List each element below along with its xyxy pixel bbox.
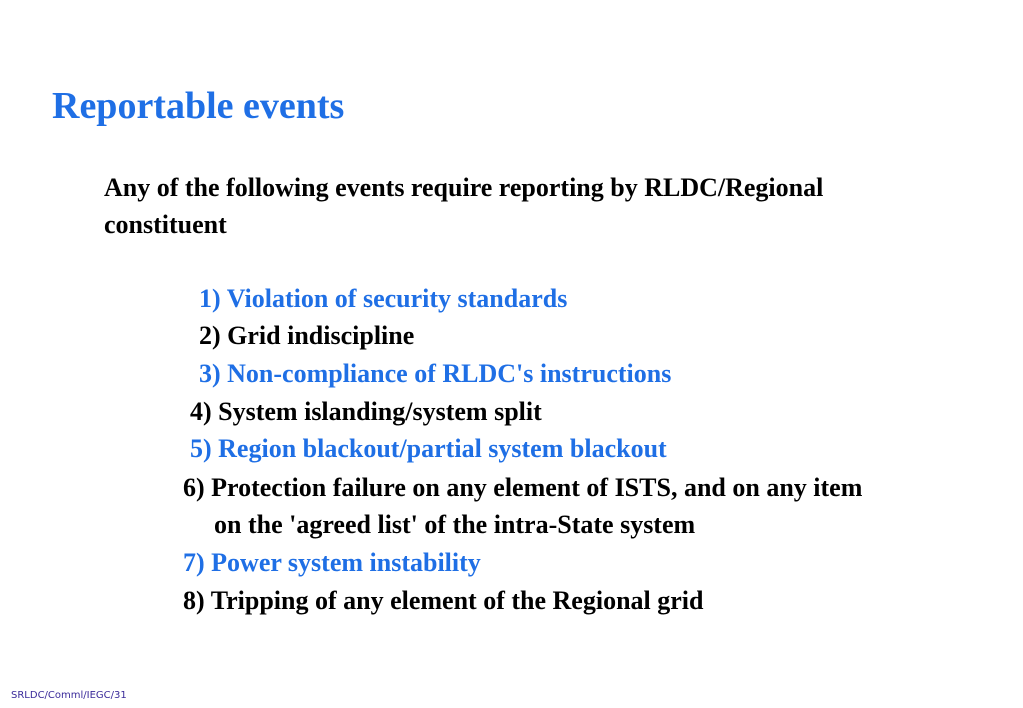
event-1: 1) Violation of security standards <box>199 284 568 313</box>
event-5: 5) Region blackout/partial system blackout <box>190 434 667 463</box>
intro-line-1: Any of the following events require reporting by RLDC/Regional <box>104 173 824 202</box>
event-7: 7) Power system instability <box>183 548 481 577</box>
intro-line-2: constituent <box>104 210 227 239</box>
event-2: 2) Grid indiscipline <box>199 321 415 350</box>
slide-footer: SRLDC/Comml/IEGC/31 <box>11 690 127 701</box>
intro-paragraph <box>104 169 1004 243</box>
event-6: 6) Protection failure on any element of ISTS, and on any item <box>183 473 863 502</box>
event-3: 3) Non-compliance of RLDC's instructions <box>199 359 672 388</box>
event-6-continuation: on the 'agreed list' of the intra-State system <box>214 510 696 539</box>
event-8: 8) Tripping of any element of the Regional grid <box>183 586 704 615</box>
slide-title: Reportable events <box>52 85 345 127</box>
event-4: 4) System islanding/system split <box>190 397 542 426</box>
